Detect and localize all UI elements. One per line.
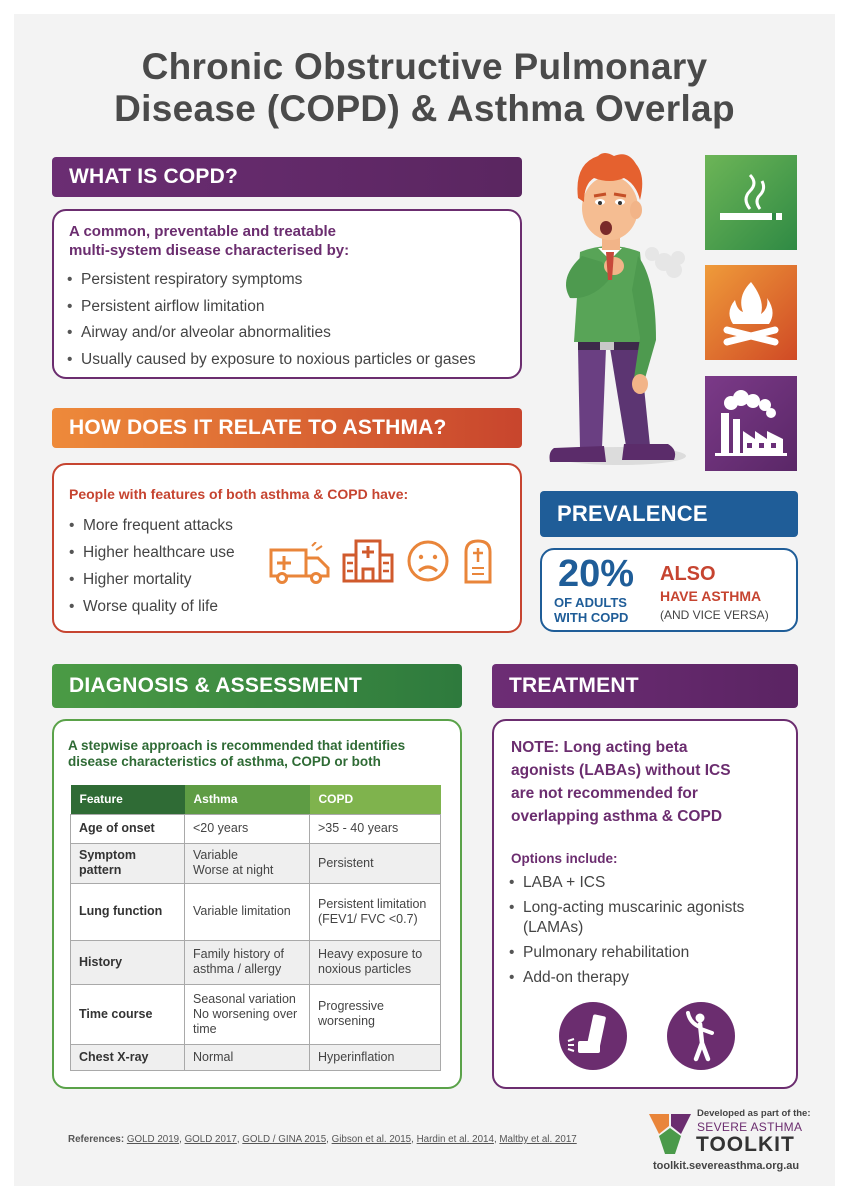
prevalence-with-copd: WITH COPD: [554, 610, 629, 625]
table-cell: Variable Worse at night: [185, 843, 310, 883]
prevalence-also: ALSO: [660, 563, 716, 585]
table-cell: Age of onset: [71, 814, 185, 843]
list-item: • Usually caused by exposure to noxious particles or gases: [67, 347, 476, 374]
relate-list: [69, 512, 235, 620]
table-row: [71, 883, 441, 940]
page-title: [0, 46, 849, 130]
diagnosis-heading: DIAGNOSIS & ASSESSMENT: [69, 674, 362, 697]
coughing-man-illustration: [540, 150, 700, 470]
table-cell: Seasonal variation No worsening over time: [185, 984, 310, 1044]
prevalence-heading: PREVALENCE: [557, 501, 708, 526]
relate-box: [52, 463, 522, 633]
diagnosis-banner: [52, 664, 462, 708]
list-item: • Worse quality of life: [69, 593, 235, 620]
what-is-copd-banner: [52, 157, 522, 197]
table-cell: Persistent: [310, 843, 441, 883]
list-item: • Persistent respiratory symptoms: [67, 267, 476, 294]
what-is-copd-heading: WHAT IS COPD?: [69, 165, 239, 188]
references-label: References:: [68, 1134, 125, 1145]
what-is-copd-box: [52, 209, 522, 379]
table-header-row: [71, 785, 441, 814]
table-cell: Variable limitation: [185, 883, 310, 940]
hospital-icon: [342, 537, 394, 583]
column-header: Feature: [71, 785, 185, 814]
note-line: NOTE: Long acting beta: [511, 739, 688, 756]
table-cell: Time course: [71, 984, 185, 1044]
brand-bottom: TOOLKIT: [696, 1133, 795, 1156]
treatment-box: [492, 719, 798, 1089]
prevalence-have-asthma: HAVE ASTHMA: [660, 588, 762, 604]
relate-intro: People with features of both asthma & COPD have:: [69, 486, 409, 502]
intro-line-2: multi-system disease characterised by:: [69, 242, 350, 259]
ambulance-icon: [268, 542, 332, 584]
table-cell: <20 years: [185, 814, 310, 843]
prevalence-percent: 20%: [558, 553, 635, 595]
relate-banner: [52, 408, 522, 448]
table-cell: Family history of asthma / allergy: [185, 940, 310, 984]
table-cell: Symptom pattern: [71, 843, 185, 883]
table-row: [71, 814, 441, 843]
table-cell: >35 - 40 years: [310, 814, 441, 843]
fire-icon: [721, 278, 781, 348]
table-row: [71, 984, 441, 1044]
treatment-note: [511, 736, 731, 828]
reference-link[interactable]: Gibson et al. 2015: [331, 1134, 412, 1145]
list-item: • Airway and/or alveolar abnormalities: [67, 320, 476, 347]
prevalence-box: [540, 548, 798, 632]
diagnosis-intro-line-1: A stepwise approach is recommended that identifies: [68, 738, 406, 753]
fire-tile: [705, 265, 797, 360]
table-cell: Lung function: [71, 883, 185, 940]
relate-heading: HOW DOES IT RELATE TO ASTHMA?: [69, 416, 447, 439]
treatment-heading: TREATMENT: [509, 674, 639, 697]
sad-face-icon: [406, 539, 450, 583]
developed-text: Developed as part of the:: [697, 1108, 811, 1119]
stretching-person-icon: [666, 1001, 736, 1071]
prevalence-vice-versa: (AND VICE VERSA): [660, 608, 769, 622]
note-line: overlapping asthma & COPD: [511, 808, 723, 825]
prevalence-of-adults: OF ADULTS: [554, 595, 627, 610]
reference-link[interactable]: GOLD / GINA 2015: [242, 1134, 327, 1145]
diagnosis-intro-line-2: disease characteristics of asthma, COPD or both: [68, 754, 381, 769]
gravestone-icon: [462, 538, 494, 584]
table-row: [71, 1044, 441, 1070]
smoking-tile: [705, 155, 797, 250]
what-is-copd-list: [67, 267, 476, 373]
toolkit-logo: [647, 1108, 817, 1178]
list-item: • Higher mortality: [69, 566, 235, 593]
note-line: are not recommended for: [511, 785, 698, 802]
treatment-list: [509, 873, 789, 988]
table-cell: Hyperinflation: [310, 1044, 441, 1070]
diagnosis-table: [70, 785, 441, 1071]
list-item: • Higher healthcare use: [69, 539, 235, 566]
table-cell: Progressive worsening: [310, 984, 441, 1044]
note-line: agonists (LABAs) without ICS: [511, 762, 731, 779]
table-cell: Normal: [185, 1044, 310, 1070]
options-label: Options include:: [511, 851, 618, 866]
table-row: [71, 940, 441, 984]
list-item: • Add-on therapy: [509, 968, 789, 988]
title-line-2: Disease (COPD) & Asthma Overlap: [114, 88, 735, 129]
pollution-tile: [705, 376, 797, 471]
list-item: • More frequent attacks: [69, 512, 235, 539]
intro-line-1: A common, preventable and treatable: [69, 223, 337, 240]
diagnosis-intro: [68, 738, 405, 770]
reference-link[interactable]: GOLD 2019: [126, 1134, 180, 1145]
title-line-1: Chronic Obstructive Pulmonary: [141, 46, 708, 87]
footer-url[interactable]: toolkit.severeasthma.org.au: [653, 1160, 800, 1172]
table-cell: Heavy exposure to noxious particles: [310, 940, 441, 984]
inhaler-icon: [558, 1001, 628, 1071]
list-item: • LABA + ICS: [509, 873, 789, 893]
table-cell: History: [71, 940, 185, 984]
prevalence-banner: [540, 491, 798, 537]
reference-link[interactable]: GOLD 2017: [184, 1134, 237, 1145]
list-item: • Long-acting muscarinic agonists (LAMAs): [509, 898, 789, 938]
what-is-copd-intro: [69, 222, 349, 260]
table-cell: Chest X-ray: [71, 1044, 185, 1070]
column-header: COPD: [310, 785, 441, 814]
factory-pollution-icon: [711, 389, 791, 459]
brand-top: SEVERE ASTHMA: [697, 1120, 803, 1134]
table-cell: Persistent limitation (FEV1/ FVC <0.7): [310, 883, 441, 940]
treatment-banner: [492, 664, 798, 708]
cigarette-smoke-icon: [716, 173, 786, 233]
reference-link[interactable]: Maltby et al. 2017: [499, 1134, 577, 1145]
column-header: Asthma: [185, 785, 310, 814]
list-item: • Pulmonary rehabilitation: [509, 943, 789, 963]
reference-link[interactable]: Hardin et al. 2014: [416, 1134, 494, 1145]
table-row: [71, 843, 441, 883]
toolkit-y-icon: [647, 1110, 693, 1156]
references: References: GOLD 2019, GOLD 2017, GOLD / GINA 2015, Gibson et al. 2015, Hardin et al. 2014, Maltby et al. 2017: [68, 1134, 577, 1145]
list-item: • Persistent airflow limitation: [67, 294, 476, 321]
